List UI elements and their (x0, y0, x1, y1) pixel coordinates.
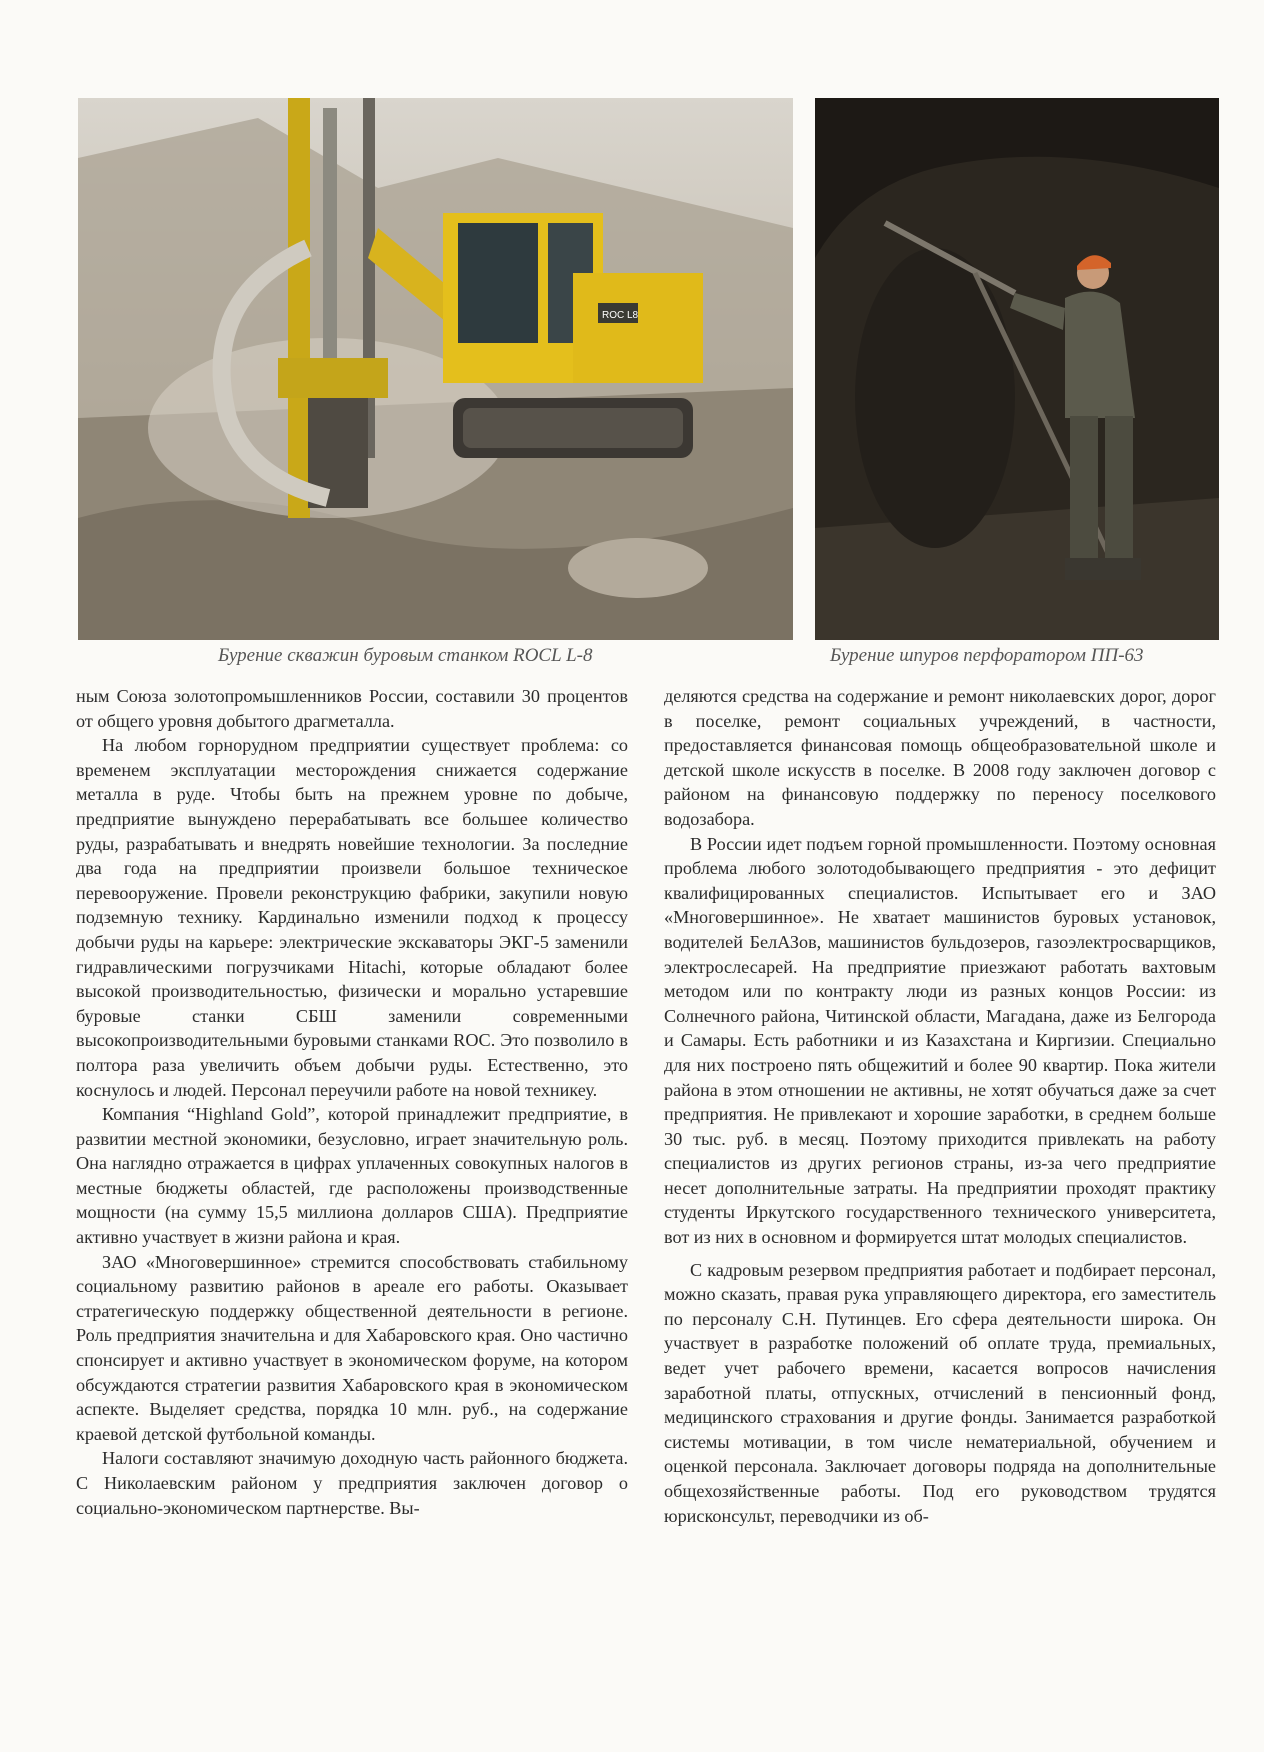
photo-miner-perforator (815, 98, 1219, 640)
miner-illustration (815, 98, 1219, 640)
paragraph: ным Союза золотопромышленников России, составили 30 процентов от общего уровня добытого драгметалла. (76, 686, 628, 731)
caption-left-photo: Бурение скважин буровым станком ROCL L-8 (218, 645, 593, 666)
paragraph: ЗАО «Многовершинное» стремится способствовать стабильному социальному развитию районов в ареале его работы. Оказывает стратегическую поддержку общественной деятельности в регионе. Роль предприятия значительна и для Хабаровского края. Оно частично спонсирует и активно участвует в экономическом форуме, на котором обсуждаются стратегии развития Хабаровского края в экономическом аспекте. Выделяет средства, порядка 10 млн. руб., на содержание краевой детской футбольной команды. (76, 1251, 628, 1444)
article-column-right (664, 684, 1216, 1528)
paragraph: На любом горнорудном предприятии существует проблема: со временем эксплуатации месторождения снижается содержание металла в руде. Чтобы быть на прежнем уровне по добыче, предприятие вынуждено перерабатывать все большее количество руды, разрабатывать и внедрять новейшие технологии. За последние два года на предприятии произвели большое техническое перевооружение. Провели реконструкцию фабрики, закупили новую подземную технику. Кардинально изменили подход к процессу добычи руды на карьере: электрические экскаваторы ЭКГ-5 заменили гидравлическими погрузчиками Hitachi, которые обладают более высокой производительностью, физически и морально устаревшие буровые станки СБШ заменили современными высокопроизводительными буровыми станками ROC. Это позволило в полтора раза увеличить объем добычи руды. Естественно, это коснулось и людей. Персонал переучили работе на новой техникеу. (76, 735, 628, 1100)
paragraph: деляются средства на содержание и ремонт николаевских дорог, дорог в поселке, ремонт социальных учреждений, в частности, предоставляется финансовая помощь общеобразовательной школе и детской школе искусств в поселке. В 2008 году заключен договор с районом на финансовую поддержку по переносу поселкового водозабора. (664, 686, 1216, 829)
paragraph: Налоги составляют значимую доходную часть районного бюджета. С Николаевским районом у предприятия заключен договор о социально-экономическом партнерстве. Вы- (76, 1448, 628, 1518)
article-column-left (76, 684, 628, 1520)
caption-right-photo: Бурение шпуров перфоратором ПП-63 (830, 645, 1144, 666)
paragraph: С кадровым резервом предприятия работает и подбирает персонал, можно сказать, правая рука управляющего директора, его заместитель по персоналу С.Н. Путинцев. Его сфера деятельности широка. Он участвует в разработке положений об оплате труда, премиальных, ведет учет рабочего времени, касается вопросов начисления заработной платы, отпускных, отчислений в пенсионный фонд, медицинского страхования и другие фонды. Занимается разработкой системы мотивации, в том числе нематериальной, обучением и оценкой персонала. Заключает договоры подряда на дополнительные общехозяйственные работы. Под его руководством трудятся юрисконсульт, переводчики из об- (664, 1259, 1216, 1526)
paragraph: Компания “Highland Gold”, которой принадлежит предприятие, в развитии местной экономики, безусловно, играет значительную роль. Она наглядно отражается в цифрах уплаченных совокупных налогов в местные бюджеты областей, где расположены производственные мощности (на сумму 15,5 миллиона долларов США). Предприятие активно участвует в жизни района и края. (76, 1104, 628, 1248)
drill-rig-illustration (78, 98, 793, 640)
machine-label: ROC L8 (602, 310, 639, 321)
paragraph: В России идет подъем горной промышленности. Поэтому основная проблема любого золотодобывающего предприятия - это дефицит квалифицированных специалистов. Испытывает его и ЗАО «Многовершинное». Не хватает машинистов буровых установок, водителей БелАЗов, машинистов бульдозеров, газоэлектросварщиков, электрослесарей. На предприятие приезжают работать вахтовым методом или по контракту люди из разных концов России: из Солнечного района, Читинской области, Магадана, даже из Белгорода и Самары. Есть работники и из Казахстана и Киргизии. Специально для них построено пять общежитий и более 90 квартир. Пока жители района в этом отношении не активны, не хотят обучаться даже за счет предприятия. Не привлекают и хорошие заработки, в среднем больше 30 тыс. руб. в месяц. Поэтому приходится привлекать на работу специалистов из других регионов страны, из-за чего предприятие несет дополнительные затраты. На предприятии проходят практику студенты Иркутского государственного технического университета, вот из них в основном и формируется штат молодых специалистов. (664, 833, 1216, 1248)
photo-drill-rig (78, 98, 793, 640)
